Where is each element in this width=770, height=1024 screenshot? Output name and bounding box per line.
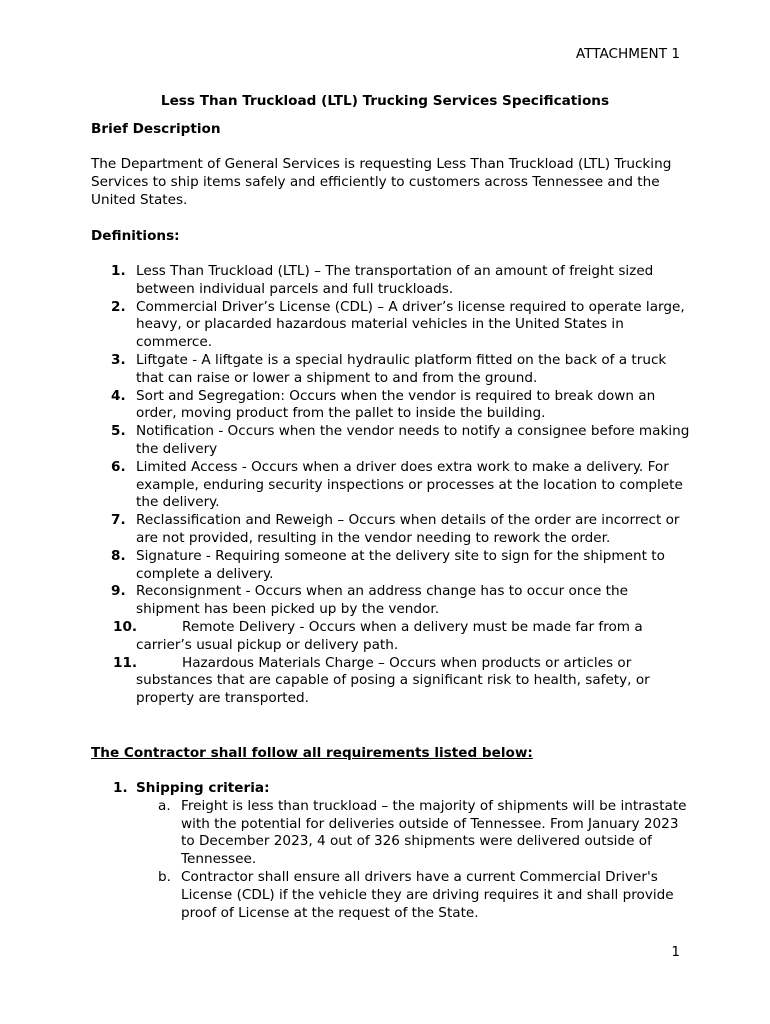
definition-number: 4. bbox=[111, 387, 126, 404]
definition-number: 5. bbox=[111, 423, 126, 440]
definition-item bbox=[91, 299, 691, 352]
criteria-item bbox=[91, 798, 691, 869]
definition-text: Hazardous Materials Charge – Occurs when products or articles or substances that are capable of posing a significant risk to health, safety, or property are transported. bbox=[136, 654, 650, 707]
definition-text: Sort and Segregation: Occurs when the vendor is required to break down an order, moving product from the pallet to inside the building. bbox=[136, 387, 656, 422]
definition-text: Limited Access - Occurs when a driver does extra work to make a delivery. For example, enduring security inspections or processes at the location to complete the delivery. bbox=[136, 458, 683, 511]
brief-description-text: The Department of General Services is requesting Less Than Truckload (LTL) Trucking Services to ship items safely and efficiently to customers across Tennessee and the United States. bbox=[91, 156, 672, 208]
definition-item bbox=[91, 583, 691, 619]
criteria-item bbox=[91, 869, 691, 922]
definition-number: 8. bbox=[111, 547, 126, 564]
definition-item bbox=[91, 548, 691, 584]
definition-number: 3. bbox=[111, 351, 126, 368]
definition-text: Liftgate - A liftgate is a special hydraulic platform fitted on the back of a truck that can raise or lower a shipment to and from the ground. bbox=[136, 351, 667, 386]
definition-number: 11. bbox=[113, 654, 138, 671]
definition-number: 2. bbox=[111, 298, 126, 315]
definition-text: Less Than Truckload (LTL) – The transportation of an amount of freight sized between individual parcels and full truckloads. bbox=[136, 263, 654, 297]
definitions-list bbox=[91, 263, 691, 708]
page-number: 1 bbox=[671, 944, 680, 960]
definition-number: 9. bbox=[111, 583, 126, 600]
definition-item bbox=[91, 423, 691, 459]
definition-text: Remote Delivery - Occurs when a delivery must be made far from a carrier’s usual pickup or delivery path. bbox=[136, 618, 643, 653]
criteria-title: Shipping criteria: bbox=[136, 780, 270, 796]
definition-number: 1. bbox=[111, 263, 126, 279]
definition-text: Reconsignment - Occurs when an address change has to occur once the shipment has been picked up by the vendor. bbox=[136, 583, 628, 618]
definition-text: Notification - Occurs when the vendor needs to notify a consignee before making the delivery bbox=[136, 423, 690, 457]
shipping-criteria-heading bbox=[91, 780, 691, 798]
definition-item bbox=[91, 352, 691, 388]
definition-text: Signature - Requiring someone at the delivery site to sign for the shipment to complete a delivery. bbox=[136, 547, 665, 582]
shipping-criteria-section bbox=[91, 780, 691, 922]
criteria-text: Freight is less than truckload – the majority of shipments will be intrastate with the potential for deliveries outside of Tennessee. From January 2023 to December 2023, 4 out of 326 shipments were delivered outside of Tennessee. bbox=[181, 797, 687, 868]
definition-number: 10. bbox=[113, 618, 138, 635]
definition-text: Commercial Driver’s License (CDL) – A driver’s license required to operate large, heavy, or placarded hazardous material vehicles in the United States in commerce. bbox=[136, 298, 685, 351]
criteria-number: 1. bbox=[113, 780, 128, 796]
definition-item bbox=[91, 619, 691, 655]
definition-item bbox=[91, 263, 691, 299]
definition-item bbox=[91, 512, 691, 548]
definitions-heading: Definitions: bbox=[91, 228, 180, 244]
contractor-requirements-heading: The Contractor shall follow all requirements listed below: bbox=[91, 745, 533, 761]
definition-item bbox=[91, 459, 691, 512]
definition-number: 7. bbox=[111, 512, 126, 529]
definition-item bbox=[91, 655, 691, 708]
definition-text: Reclassification and Reweigh – Occurs when details of the order are incorrect or are not provided, resulting in the vendor needing to rework the order. bbox=[136, 512, 680, 546]
criteria-text: Contractor shall ensure all drivers have a current Commercial Driver's License (CDL) if the vehicle they are driving requires it and shall provide proof of License at the request of the State. bbox=[181, 868, 674, 921]
criteria-letter: b. bbox=[158, 868, 171, 885]
attachment-label: ATTACHMENT 1 bbox=[575, 46, 680, 62]
definition-number: 6. bbox=[111, 458, 126, 475]
criteria-letter: a. bbox=[158, 797, 171, 814]
definition-item bbox=[91, 388, 691, 424]
brief-description-heading: Brief Description bbox=[91, 121, 221, 137]
page-title: Less Than Truckload (LTL) Trucking Services Specifications bbox=[160, 93, 610, 109]
